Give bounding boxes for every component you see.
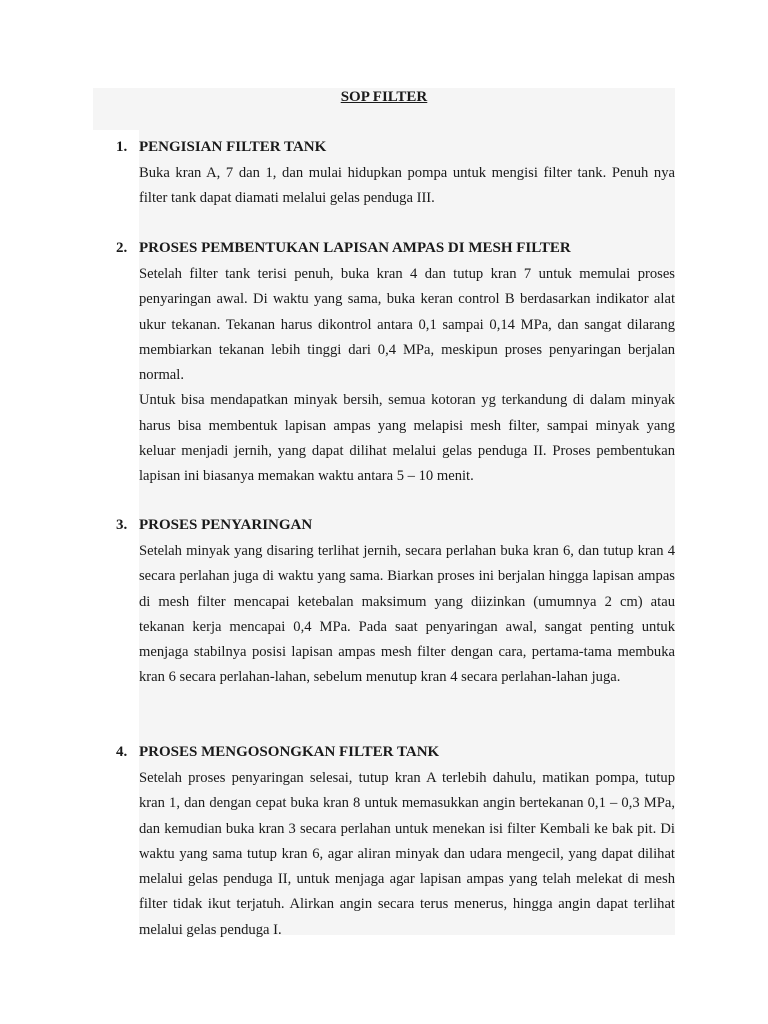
section-number: 3. [116,517,128,533]
section-number: 2. [116,240,128,256]
paragraph: Buka kran A, 7 dan 1, dan mulai hidupkan pompa untuk mengisi filter tank. Penuh nya filter tank dapat diamati melalui gelas penduga III. [139,165,675,207]
section-heading: PROSES PEMBENTUKAN LAPISAN AMPAS DI MESH FILTER [139,240,571,256]
section-heading: PROSES PENYARINGAN [139,517,313,533]
section-number: 1. [116,139,128,155]
paragraph: Setelah minyak yang disaring terlihat jernih, secara perlahan buka kran 6, dan tutup kran 4 secara perlahan juga di waktu yang sama. Biarkan proses ini berjalan hingga lapisan ampas di mesh filter mencapai ketebalan maksimum yang diizinkan (umumnya 2 cm) atau tekanan kerja mencapai 0,4 MPa. Pada saat penyaringan awal, sangat penting untuk menjaga stabilnya posisi lapisan ampas mesh filter dengan cara, pertama-tama membuka kran 6 secara perlahan-lahan, sebelum menutup kran 4 secara perlahan-lahan juga. [139,543,675,686]
paragraph: Untuk bisa mendapatkan minyak bersih, semua kotoran yg terkandung di dalam minyak harus bisa membentuk lapisan ampas yang melapisi mesh filter, sampai minyak yang keluar menjadi jernih, yang dapat dilihat melalui gelas penduga II. Proses pembentukan lapisan ini biasanya memakan waktu antara 5 – 10 menit. [139,392,675,485]
paragraph: Setelah filter tank terisi penuh, buka kran 4 dan tutup kran 7 untuk memulai proses penyaringan awal. Di waktu yang sama, buka keran control B berdasarkan indikator alat ukur tekanan. Tekanan harus dikontrol antara 0,1 sampai 0,14 MPa, dan sangat dilarang membiarkan tekanan lebih tinggi dari 0,4 MPa, meskipun proses penyaringan berjalan normal. [139,266,675,384]
section-heading: PENGISIAN FILTER TANK [139,139,327,155]
section-body [139,161,675,212]
section-body [139,539,675,691]
section-body [139,766,675,943]
section-heading: PROSES MENGOSONGKAN FILTER TANK [139,744,440,760]
section-number: 4. [116,744,128,760]
document-title: SOP FILTER [340,89,428,105]
paragraph: Setelah proses penyaringan selesai, tutup kran A terlebih dahulu, matikan pompa, tutup kran 1, dan dengan cepat buka kran 8 untuk memasukkan angin bertekanan 0,1 – 0,3 MPa, dan kemudian buka kran 3 secara perlahan untuk menekan isi filter Kembali ke bak pit. Di waktu yang sama tutup kran 6, agar aliran minyak dan udara mengecil, yang dapat dilihat melalui gelas penduga II, untuk menjaga agar lapisan ampas yang telah melekat di mesh filter tidak ikut terjatuh. Alirkan angin secara terus menerus, hingga angin dapat terlihat melalui gelas penduga I. [139,770,675,938]
section-body [139,262,675,490]
